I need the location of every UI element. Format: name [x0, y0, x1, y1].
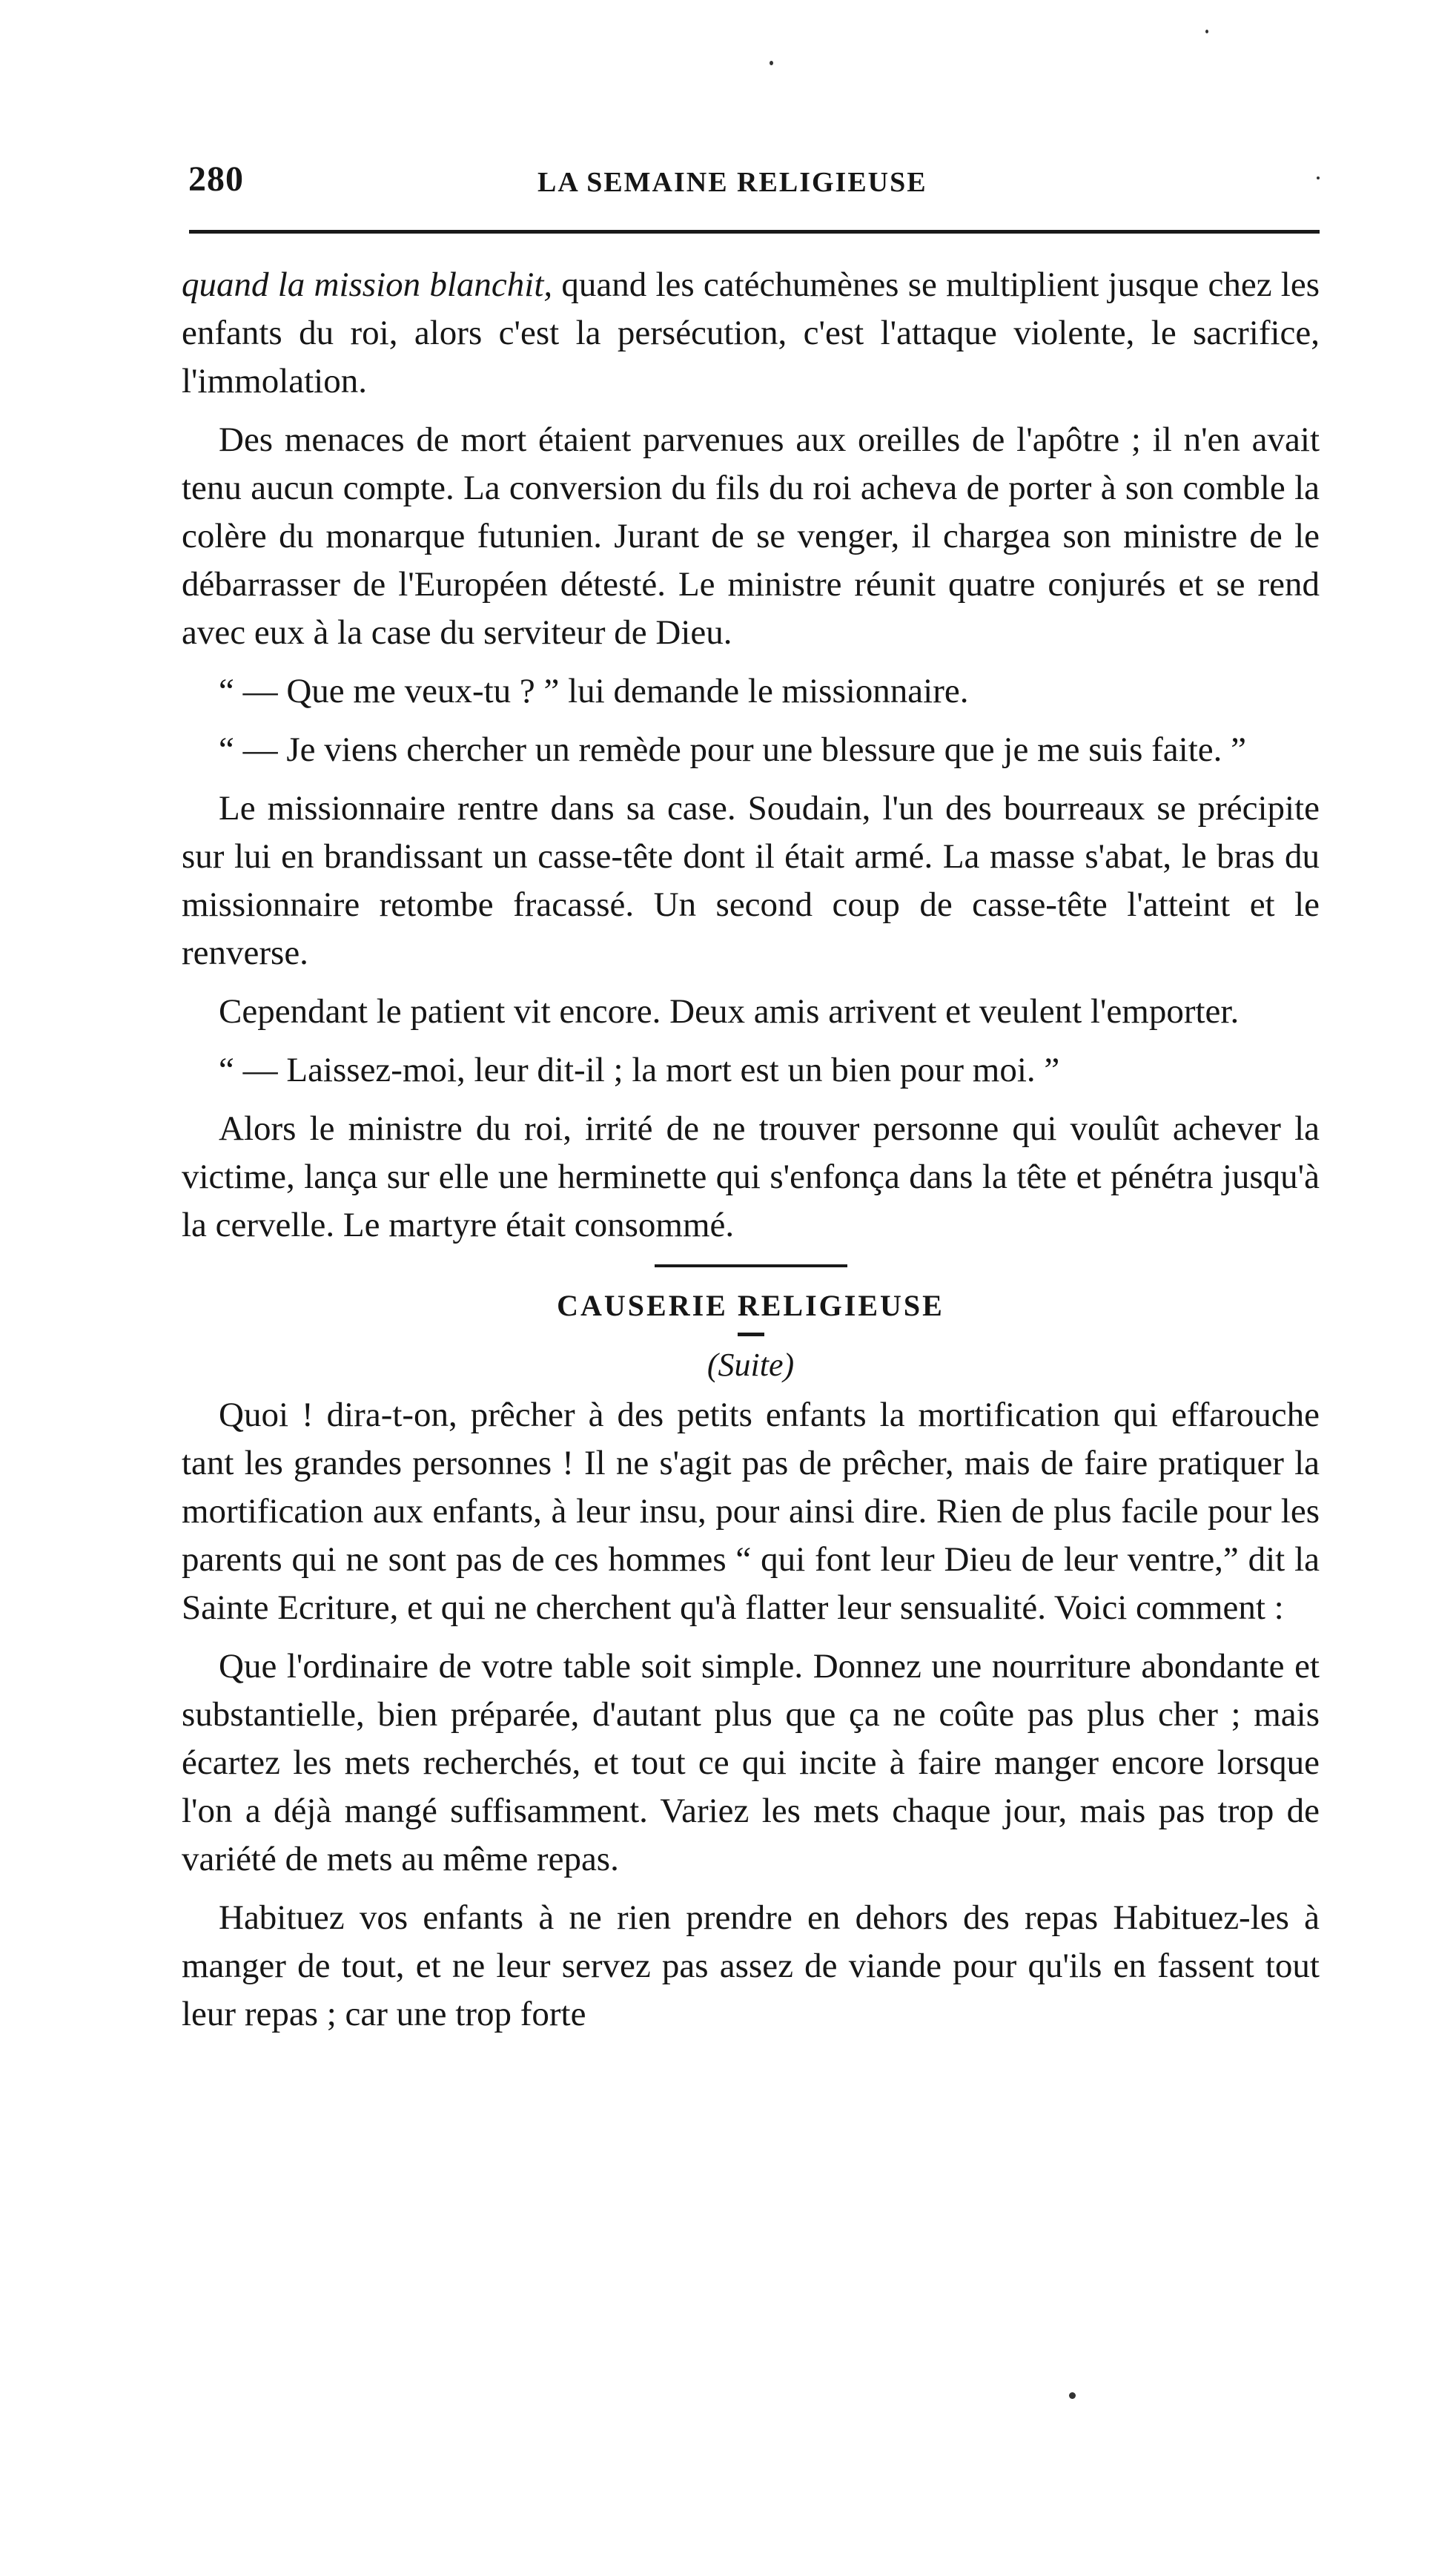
paragraph: Que l'ordinaire de votre table soit simple. Donnez une nourriture abondante et substantielle, bien préparée, d'autant plus que ça ne coûte pas plus cher ; mais écartez les mets recherchés, et tout ce qui incite à faire manger encore lorsque l'on a déjà mangé suffisamment. Variez les mets chaque jour, mais pas trop de variété de mets au même repas.: [182, 1647, 1320, 1878]
page-body: [182, 261, 1320, 2049]
page-header: [178, 154, 1320, 206]
header-rule: [189, 230, 1320, 234]
scan-speck: [1069, 2392, 1076, 2399]
title-dash: [738, 1333, 764, 1336]
paragraph-text: quand les catéchumènes se multiplient jusque chez les enfants du roi, alors c'est la persécution, c'est l'attaque violente, le sacrifice, l'immolation.: [182, 265, 1320, 400]
scan-speck: [1317, 176, 1320, 179]
italic-lead: quand la mission blanchit,: [182, 265, 553, 304]
dialogue-line: “ — Laissez-moi, leur dit-il ; la mort est un bien pour moi. ”: [219, 1051, 1060, 1089]
paragraph: Des menaces de mort étaient parvenues aux oreilles de l'apôtre ; il n'en avait tenu aucun compte. La conversion du fils du roi acheva de porter à son comble la colère du monarque futunien. Jurant de se venger, il chargea son ministre de le débarrasser de l'Européen détesté. Le ministre réunit quatre conjurés et se rend avec eux à la case du serviteur de Dieu.: [182, 420, 1320, 652]
paragraph: Cependant le patient vit encore. Deux amis arrivent et veulent l'emporter.: [219, 992, 1240, 1031]
scan-speck: [770, 61, 773, 65]
paragraph: Le missionnaire rentre dans sa case. Soudain, l'un des bourreaux se précipite sur lui en brandissant un casse-tête dont il était armé. La masse s'abat, le bras du missionnaire retombe fracassé. Un second coup de casse-tête l'atteint et le renverse.: [182, 789, 1320, 972]
paragraph: Quoi ! dira-t-on, prêcher à des petits enfants la mortification qui effarouche tant les grandes personnes ! Il ne s'agit pas de prêcher, mais de faire pratiquer la mortification aux enfants, à leur insu, pour ainsi dire. Rien de plus facile pour les parents qui ne sont pas de ces hommes “ qui font leur Dieu de leur ventre,” dit la Sainte Ecriture, et qui ne cherchent qu'à flatter leur sensualité. Voici comment :: [182, 1396, 1320, 1627]
paragraph: Alors le ministre du roi, irrité de ne trouver personne qui voulût achever la victime, lança sur elle une herminette qui s'enfonça dans la tête et pénétra jusqu'à la cervelle. Le martyre était consommé.: [182, 1109, 1320, 1244]
section-subtitle: (Suite): [707, 1347, 795, 1383]
scan-speck: [1205, 30, 1208, 33]
section-divider: [655, 1264, 847, 1267]
dialogue-line: “ — Je viens chercher un remède pour une blessure que je me suis faite. ”: [219, 730, 1246, 769]
paragraph: [182, 261, 1320, 406]
section-title: CAUSERIE RELIGIEUSE: [557, 1289, 944, 1322]
dialogue-line: “ — Que me veux-tu ? ” lui demande le missionnaire.: [219, 672, 969, 710]
paragraph: Habituez vos enfants à ne rien prendre en dehors des repas Habituez-les à manger de tout, et ne leur servez pas assez de viande pour qu'ils en fassent tout leur repas ; car une trop forte: [182, 1898, 1320, 2033]
running-title: LA SEMAINE RELIGIEUSE: [537, 167, 927, 198]
page-number: 280: [188, 159, 244, 199]
